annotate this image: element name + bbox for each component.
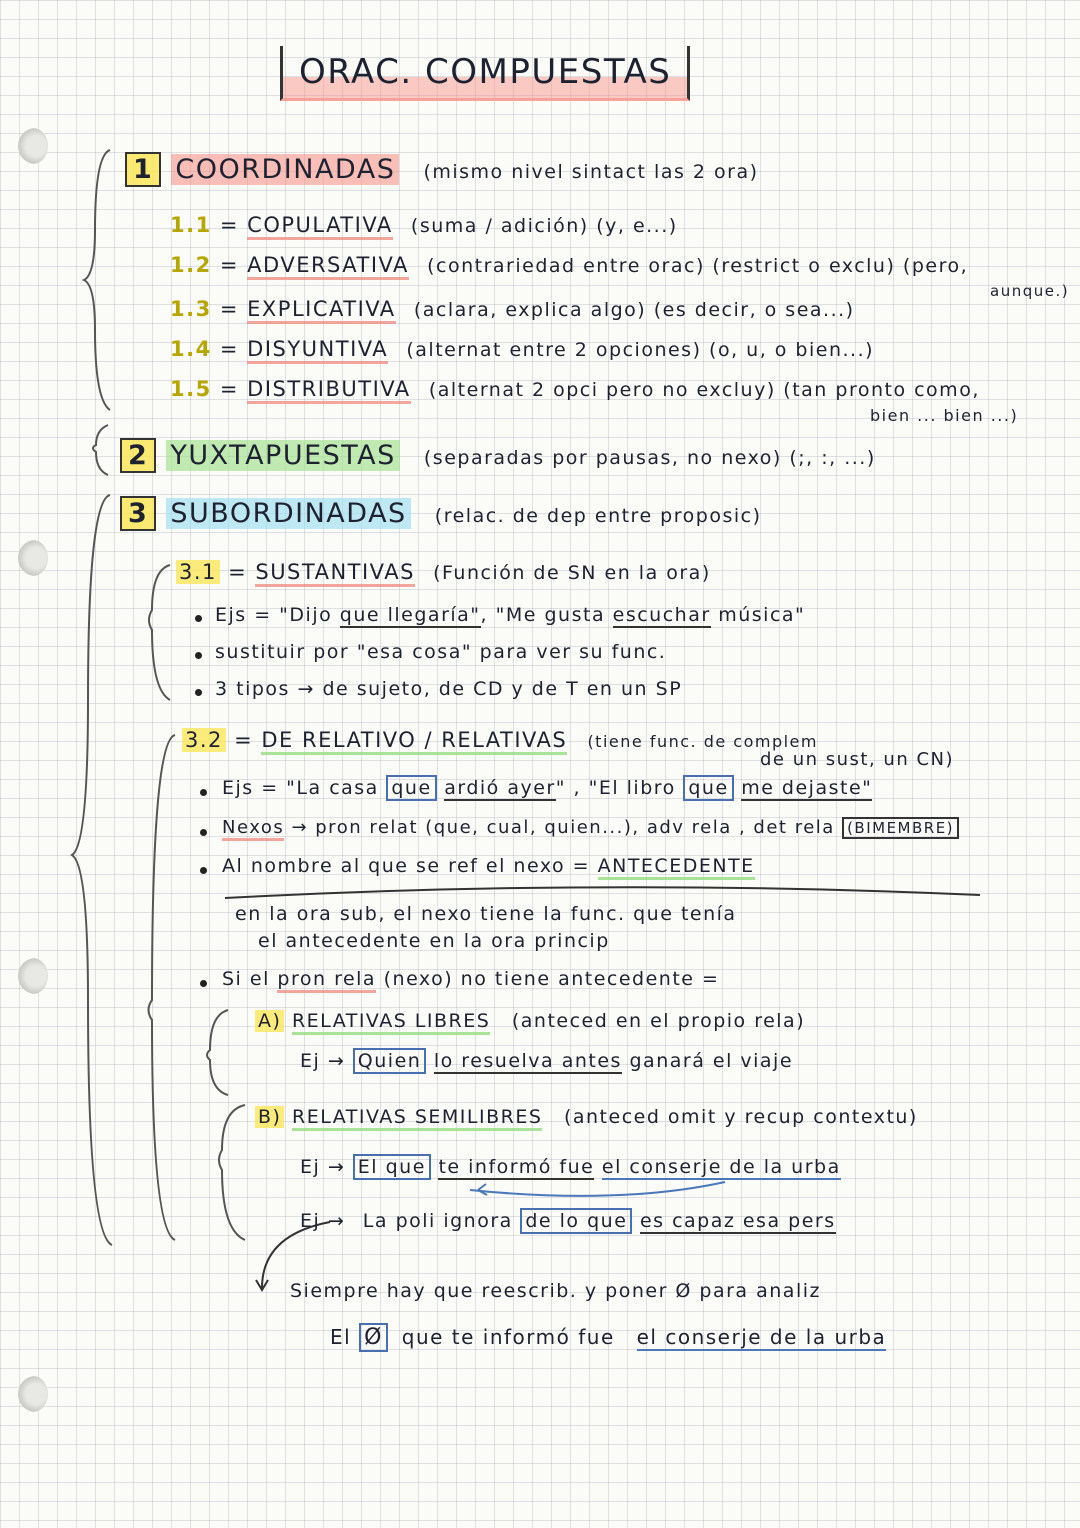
example-line: Ejs = "La casa que ardió ayer" , "El libro que me dejaste" (222, 777, 873, 799)
subsection-relativas: 3.2 = DE RELATIVO / RELATIVAS (tiene func. de complem (182, 728, 818, 752)
paragraph-line: en la ora sub, el nexo tiene la func. que tenía (235, 903, 737, 925)
section-note: (relac. de dep entre proposic) (434, 505, 762, 527)
bullet-text: 3 tipos → de sujeto, de CD y de T en un SP (215, 678, 683, 700)
section-number: 1 (125, 152, 161, 187)
example-line: Ejs = "Dijo que llegaría", "Me gusta escuchar música" (215, 604, 806, 626)
rewrite-note: Siempre hay que reescrib. y poner Ø para analiz (290, 1280, 821, 1302)
bullet-text: sustituir por "esa cosa" para ver su func. (215, 641, 667, 663)
list-item: 1.1 = COPULATIVA (suma / adición) (y, e...) (170, 213, 678, 237)
bullet (200, 829, 207, 836)
bullet (195, 615, 202, 622)
paragraph-line: el antecedente en la ora princip (258, 930, 610, 952)
section-note: (mismo nivel sintact las 2 ora) (423, 161, 759, 183)
section-heading: SUBORDINADAS (166, 498, 410, 529)
bullet (200, 980, 207, 987)
section-note: (separadas por pausas, no nexo) (;, :, ...) (423, 447, 876, 469)
section-subordinadas-header (120, 496, 762, 531)
example-line: Ej → El que te informó fue el conserje de la urba (300, 1156, 841, 1178)
example-line: Ej → Quien lo resuelva antes ganará el viaje (300, 1050, 794, 1072)
bullet-text: Si el pron rela (nexo) no tiene antecedente = (222, 968, 719, 990)
page-title: ORAC. COMPUESTAS (280, 46, 690, 101)
section-yuxtapuestas-header (120, 438, 876, 473)
relativas-libres-title: A) RELATIVAS LIBRES (anteced en el propio rela) (255, 1010, 805, 1032)
bullet (195, 652, 202, 659)
list-item-continuation: aunque.) (990, 282, 1070, 300)
section-number: 3 (120, 496, 156, 531)
subsection-sustantivas: 3.1 = SUSTANTIVAS (Función de SN en la ora) (176, 560, 711, 584)
bullet (200, 789, 207, 796)
list-item: 1.3 = EXPLICATIVA (aclara, explica algo) (es decir, o sea...) (170, 297, 855, 321)
bullet (195, 689, 202, 696)
list-item: 1.2 = ADVERSATIVA (contrariedad entre orac) (restrict o exclu) (pero, (170, 253, 968, 277)
section-coordinadas-header (125, 152, 759, 187)
section-heading: YUXTAPUESTAS (166, 440, 399, 471)
nexos-line: Nexos → pron relat (que, cual, quien...), adv rela , det rela (BIMEMBRE) (222, 817, 959, 838)
section-heading: COORDINADAS (171, 154, 399, 185)
example-line: Ej → La poli ignora de lo que es capaz esa pers (300, 1210, 836, 1232)
relativas-semilibres-title: B) RELATIVAS SEMILIBRES (anteced omit y recup contextu) (255, 1106, 918, 1128)
list-item-continuation: bien ... bien ...) (870, 406, 1019, 425)
bullet (200, 867, 207, 874)
final-example: El Ø que te informó fue el conserje de la urba (330, 1325, 887, 1350)
antecedente-line: Al nombre al que se ref el nexo = ANTECEDENTE (222, 855, 755, 877)
section-number: 2 (120, 438, 156, 473)
subsection-note-continuation: de un sust, un CN) (760, 749, 955, 770)
list-item: 1.5 = DISTRIBUTIVA (alternat 2 opci pero no excluy) (tan pronto como, (170, 377, 980, 401)
list-item: 1.4 = DISYUNTIVA (alternat entre 2 opciones) (o, u, o bien...) (170, 337, 874, 361)
